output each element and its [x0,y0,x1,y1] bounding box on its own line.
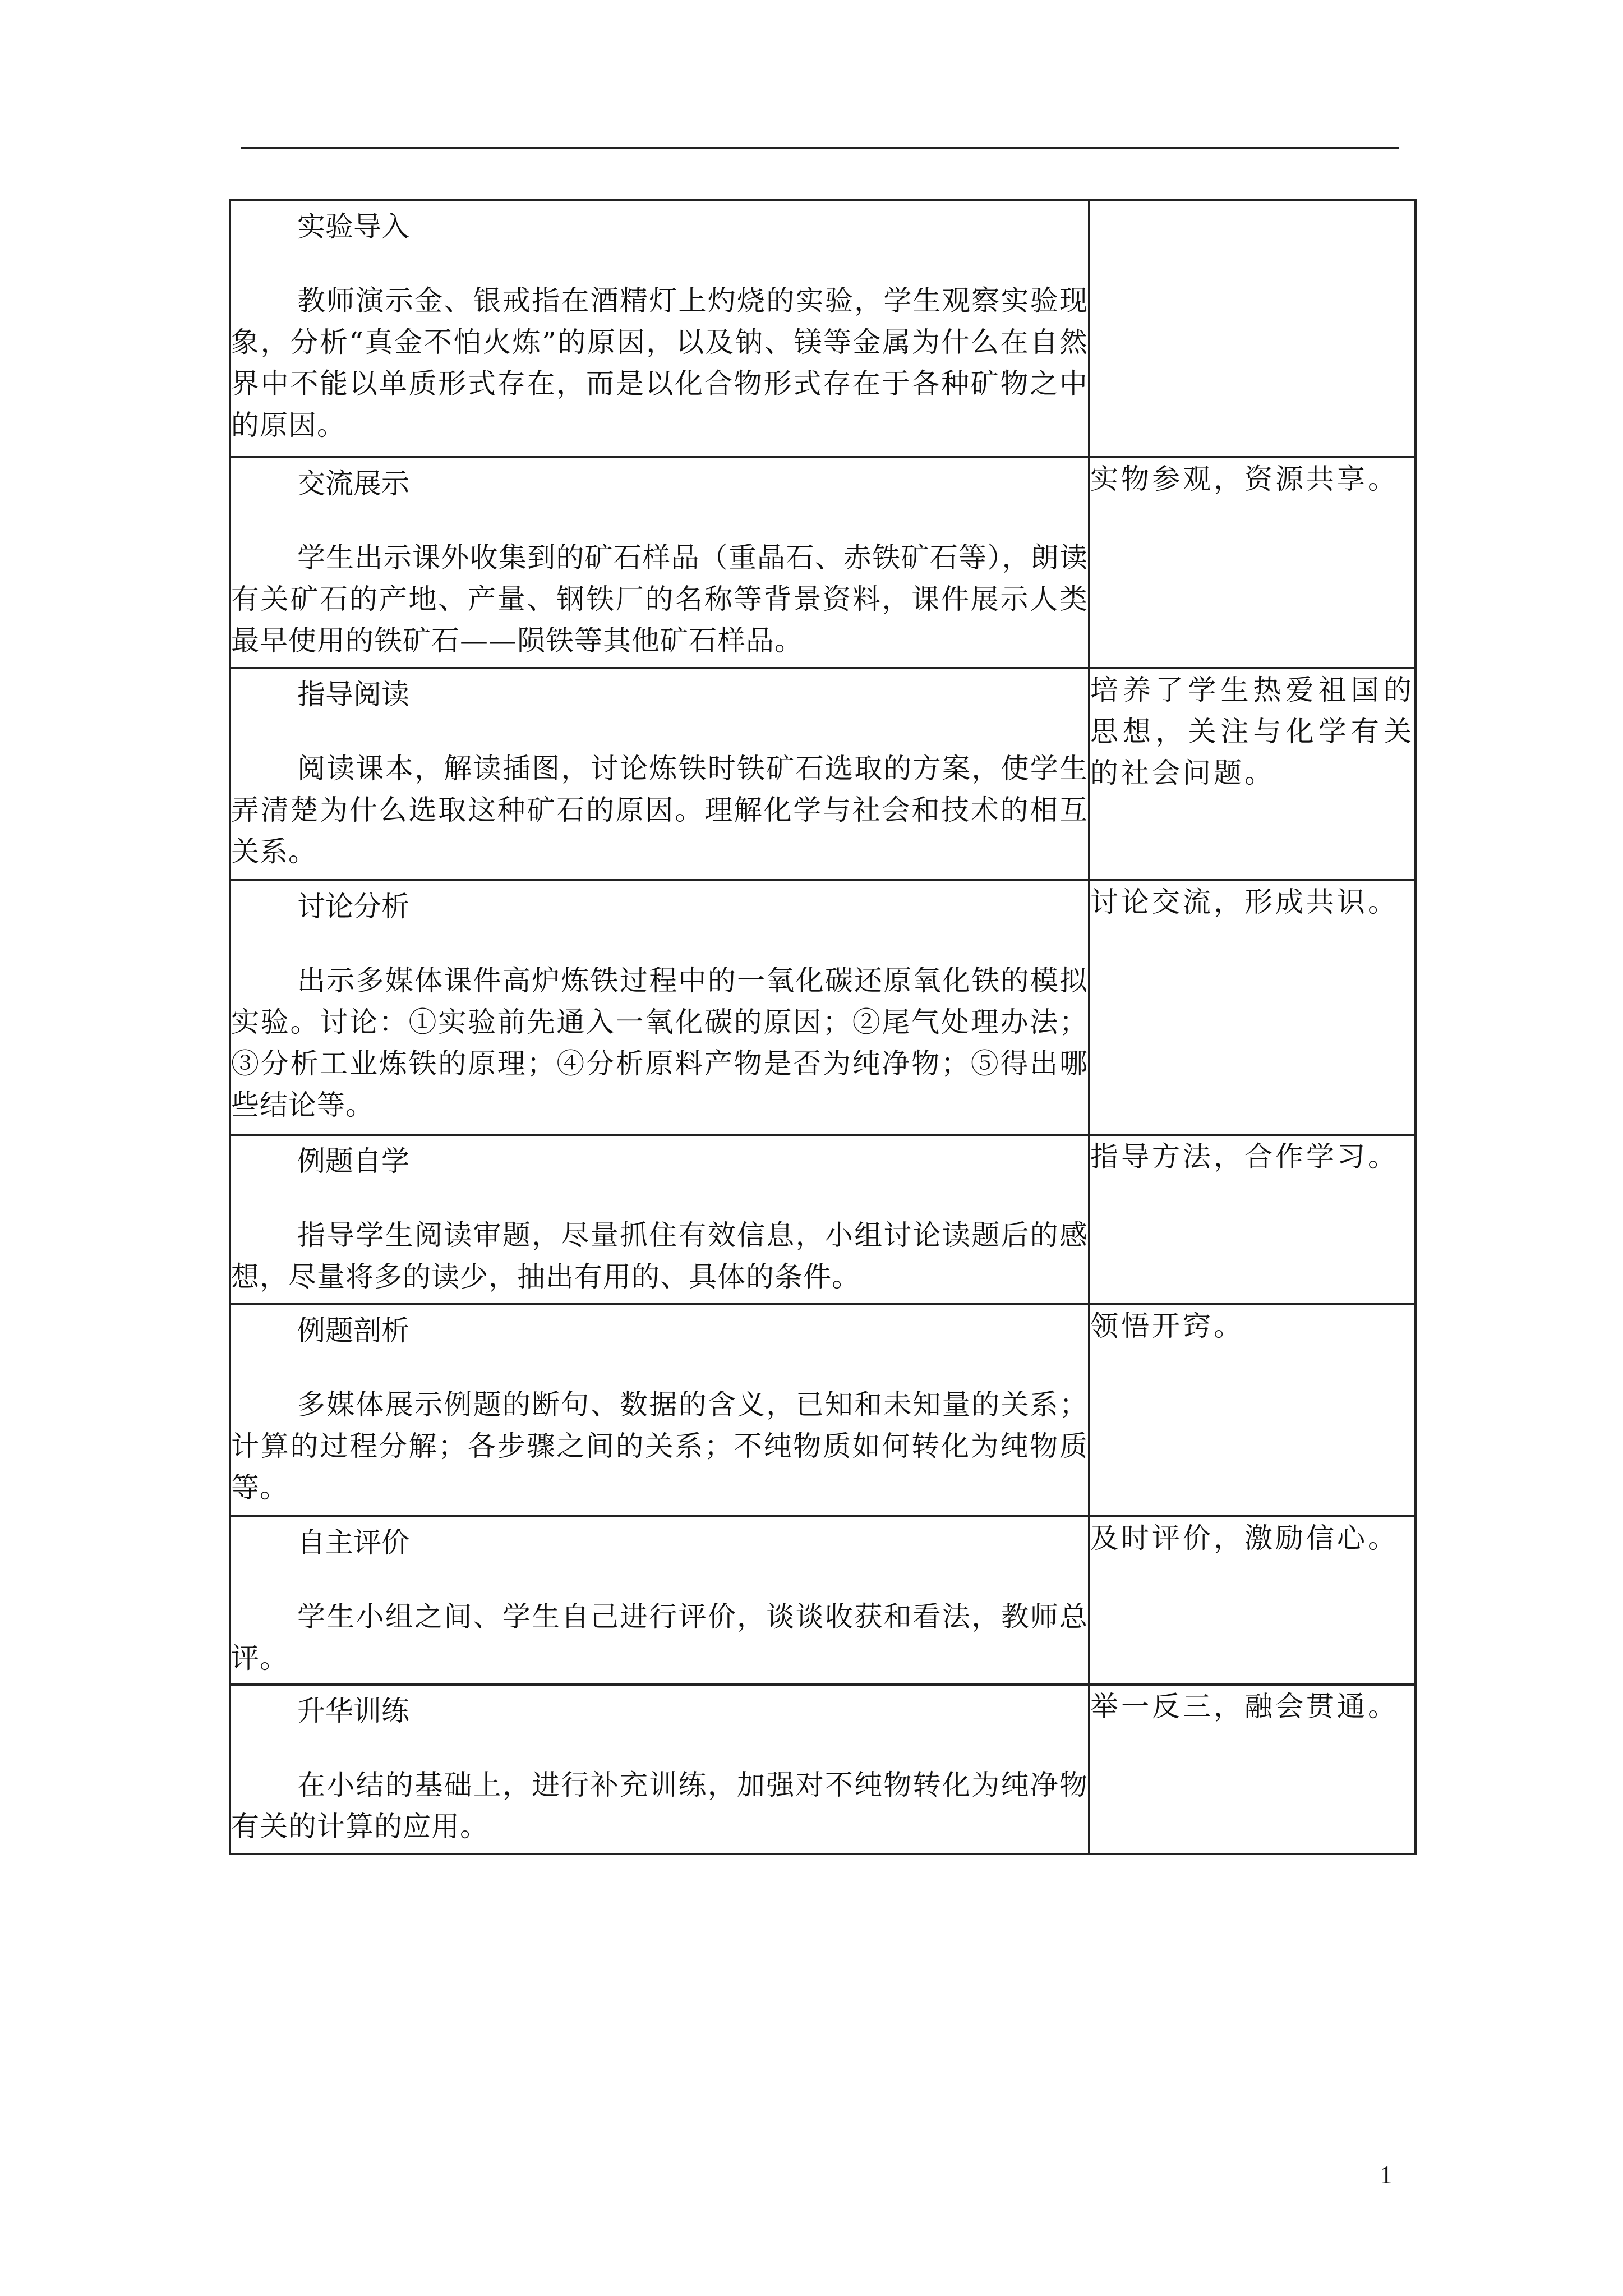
lesson-plan-table [229,199,1417,1855]
header-rule [241,147,1399,149]
activity-heading: 例题自学 [297,1145,409,1177]
table-row [230,200,1415,457]
activity-cell [230,1516,1089,1685]
activity-cell [230,668,1089,880]
table-row [230,1304,1415,1516]
activity-description: 出示多媒体课件高炉炼铁过程中的一氧化碳还原氧化铁的模拟实验。讨论：①实验前先通入一氧化碳的原因；②尾气处理办法；③分析工业炼铁的原理；④分析原料产物是否为纯净物；⑤得出哪些结论等。 [231,964,1088,1121]
activity-heading: 指导阅读 [297,678,409,711]
intent-cell [1089,668,1415,880]
activity-cell [230,1135,1089,1304]
table-row [230,880,1415,1135]
table-row [230,1135,1415,1304]
activity-description: 阅读课本，解读插图，讨论炼铁时铁矿石选取的方案，使学生弄清楚为什么选取这种矿石的原因。理解化学与社会和技术的相互关系。 [231,752,1088,868]
table-row [230,1685,1415,1854]
page-number: 1 [1380,2160,1393,2189]
activity-heading: 实验导入 [297,210,409,243]
activity-cell [230,457,1089,668]
intent-cell [1089,1516,1415,1685]
activity-heading: 交流展示 [297,467,409,500]
activity-description: 在小结的基础上，进行补充训练，加强对不纯物转化为纯净物有关的计算的应用。 [231,1769,1088,1843]
activity-heading: 例题剖析 [297,1314,409,1347]
intent-note: 举一反三，融会贯通。 [1090,1690,1399,1723]
table-row [230,1516,1415,1685]
intent-cell [1089,880,1415,1135]
activity-description: 指导学生阅读审题，尽量抓住有效信息，小组讨论读题后的感想，尽量将多的读少，抽出有用的、具体的条件。 [231,1219,1088,1293]
activity-description: 学生出示课外收集到的矿石样品（重晶石、赤铁矿石等），朗读有关矿石的产地、产量、钢铁厂的名称等背景资料，课件展示人类最早使用的铁矿石——陨铁等其他矿石样品。 [231,541,1088,657]
activity-heading: 讨论分析 [297,890,409,923]
intent-note: 实物参观，资源共享。 [1090,463,1399,495]
activity-cell [230,200,1089,457]
activity-cell [230,1685,1089,1854]
intent-note: 领悟开窍。 [1090,1310,1244,1342]
activity-cell [230,880,1089,1135]
intent-cell [1089,1685,1415,1854]
activity-heading: 升华训练 [297,1695,409,1727]
intent-note: 培养了学生热爱祖国的思想，关注与化学有关的社会问题。 [1090,674,1414,789]
intent-cell [1089,457,1415,668]
activity-cell [230,1304,1089,1516]
intent-note: 讨论交流，形成共识。 [1090,886,1399,918]
table-row [230,457,1415,668]
intent-cell [1089,1135,1415,1304]
table-row [230,668,1415,880]
intent-cell [1089,200,1415,457]
activity-description: 教师演示金、银戒指在酒精灯上灼烧的实验，学生观察实验现象，分析“真金不怕火炼”的原因，以及钠、镁等金属为什么在自然界中不能以单质形式存在，而是以化合物形式存在于各种矿物之中的原因。 [231,284,1088,441]
activity-heading: 自主评价 [297,1526,409,1559]
activity-description: 多媒体展示例题的断句、数据的含义，已知和未知量的关系；计算的过程分解；各步骤之间的关系；不纯物质如何转化为纯物质等。 [231,1388,1088,1504]
activity-description: 学生小组之间、学生自己进行评价，谈谈收获和看法，教师总评。 [231,1600,1088,1674]
intent-note: 及时评价，激励信心。 [1090,1522,1399,1554]
intent-note: 指导方法，合作学习。 [1090,1140,1399,1173]
intent-cell [1089,1304,1415,1516]
